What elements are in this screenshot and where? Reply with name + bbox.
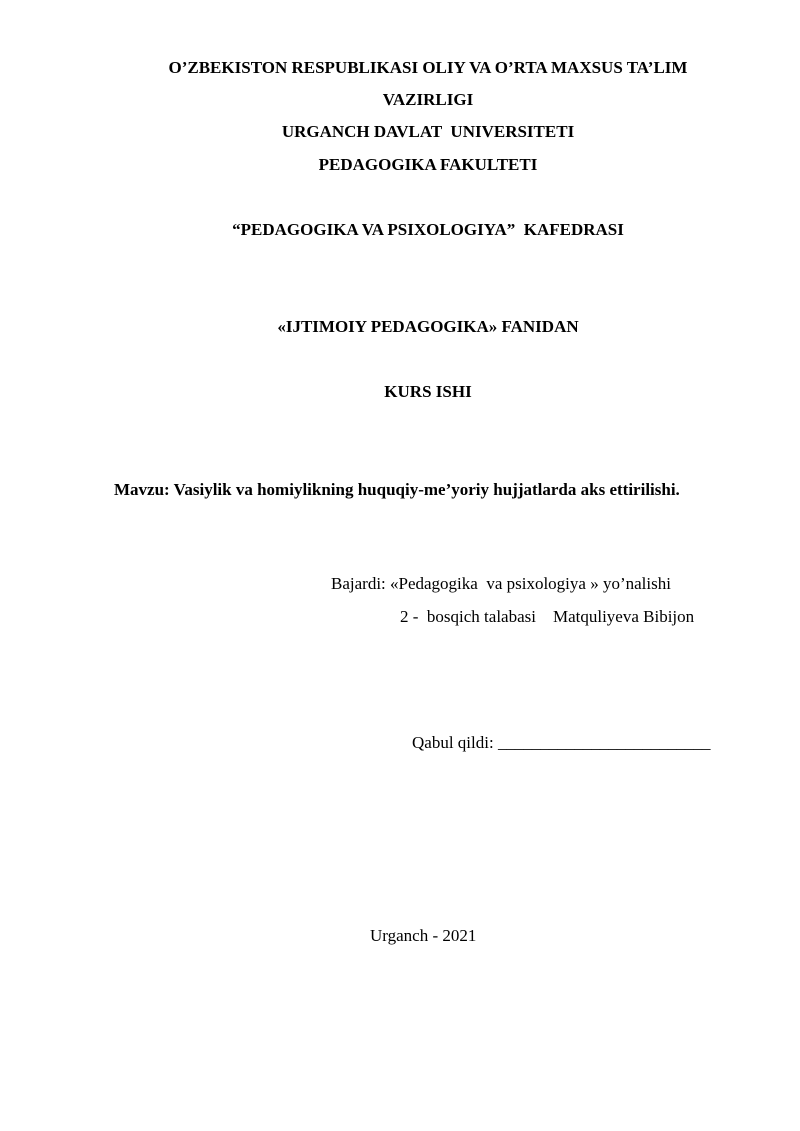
accepted-by-line: Qabul qildi: _________________________ (412, 733, 711, 752)
author-program-line: Bajardi: «Pedagogika va psixologiya » yo’nalishi (331, 574, 671, 593)
ministry-title-line2: VAZIRLIGI (382, 90, 474, 109)
author-student-line: 2 - bosqich talabasi Matquliyeva Bibijon (400, 607, 695, 626)
topic-line: Mavzu: Vasiylik va homiylikning huquqiy-me’yoriy hujjatlarda aks ettirilishi. (114, 480, 680, 499)
department-name: “PEDAGOGIKA VA PSIXOLOGIYA” KAFEDRASI (232, 220, 624, 239)
faculty-name: PEDAGOGIKA FAKULTETI (318, 155, 538, 174)
place-year: Urganch - 2021 (370, 926, 477, 945)
university-name: URGANCH DAVLAT UNIVERSITETI (281, 122, 575, 141)
ministry-title-line1: O’ZBEKISTON RESPUBLIKASI OLIY VA O’RTA MAXSUS TA’LIM (168, 58, 688, 77)
course-subject: «IJTIMOIY PEDAGOGIKA» FANIDAN (277, 317, 579, 336)
work-type-title: KURS ISHI (384, 382, 472, 401)
